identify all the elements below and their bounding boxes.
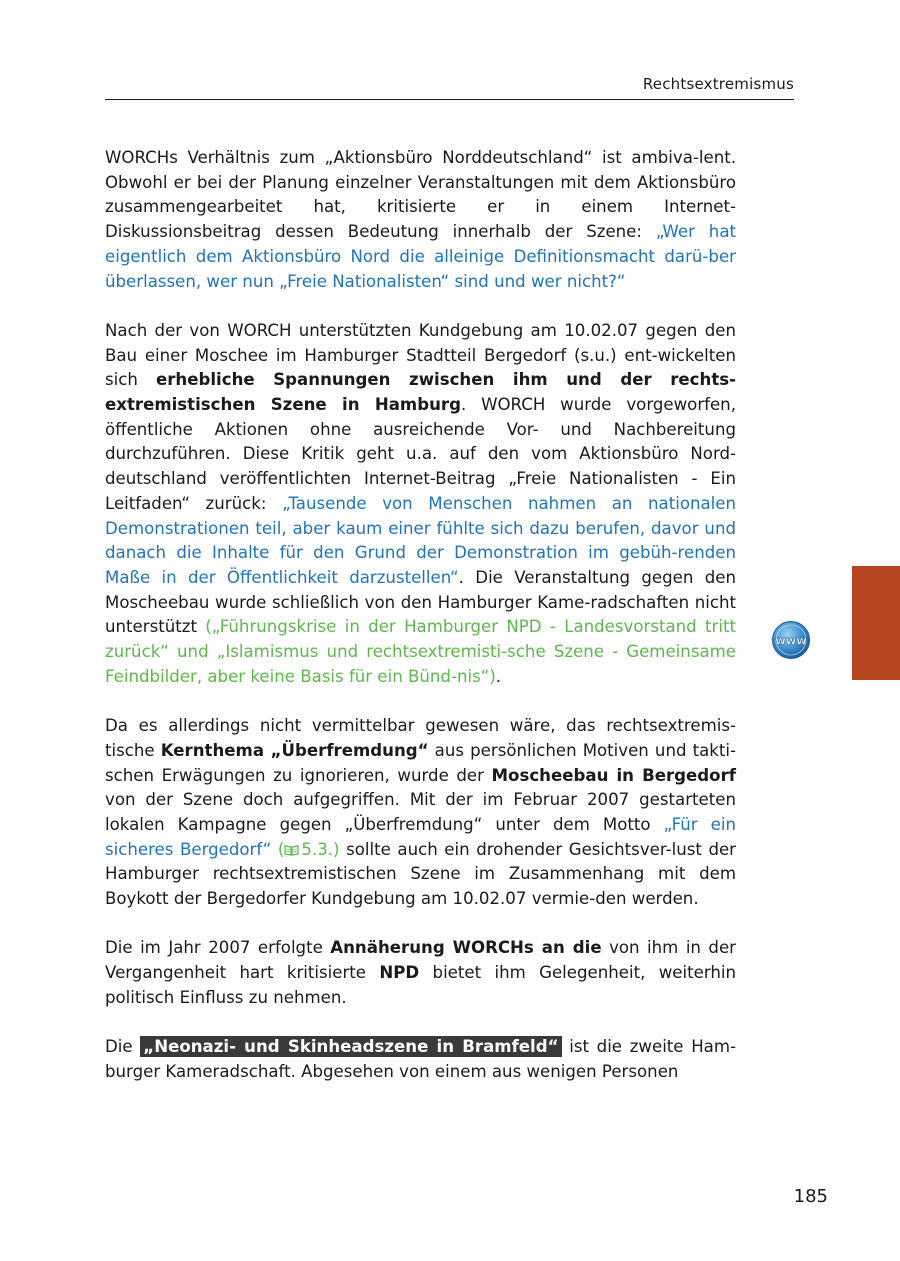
highlighted-term: „Neonazi- und Skinheadszene in Bramfeld“	[140, 1036, 561, 1057]
cross-reference-link[interactable]: („Führungskrise in der Hamburger NPD - Landesvorstand tritt zurück“ und „Islamismus und rechtsextremisti-sche Szene - Gemeinsame Feindbilder, aber keine Basis für ein Bünd-nis“)	[105, 617, 736, 686]
quote-text: „Wer hat eigentlich dem Aktionsbüro Nord die alleinige Definitionsmacht darü-ber überlassen, wer nun „Freie Nationalisten“ sind und wer nicht?“	[105, 222, 736, 291]
running-header: Rechtsextremismus	[642, 75, 794, 93]
emphasis: NPD	[379, 963, 420, 983]
text: Die im Jahr 2007 erfolgte	[105, 938, 331, 958]
paragraph-1	[105, 146, 736, 294]
quote-text: „Tausende von Menschen nahmen an nationalen Demonstrationen teil, aber kaum einer fühlte sich dazu berufen, davor und danach die Inhalte für den Grund der Demonstration im gebüh-renden Maße in der Öffentlichkeit darzustellen“	[105, 493, 736, 587]
www-label: www	[775, 633, 807, 648]
text: Die	[105, 1037, 141, 1057]
emphasis: Kernthema „Überfremdung“	[160, 740, 429, 760]
emphasis: Moscheebau in Bergedorf	[491, 765, 736, 785]
text: . WORCH wurde vorgeworfen, öffentliche Aktionen ohne ausreichende Vor- und Nachbereitung durchzuführen. Diese Kritik geht u.a. auf den vom Aktionsbüro Nord-deutschland veröffentlichten Internet-Beitrag „Freie Nationalisten - Ein Leitfaden“ zurück:	[105, 395, 736, 513]
text	[271, 840, 278, 859]
quote-text: „Für ein sicheres Bergedorf“	[105, 814, 736, 859]
paragraph-5	[105, 1035, 736, 1084]
text: Da es allerdings nicht vermittelbar gewesen wäre, das rechtsextremis-tische	[105, 716, 736, 760]
book-icon	[284, 844, 299, 856]
text: von der Szene doch aufgegriffen. Mit der im Februar 2007 gestarteten lokalen Kampagne gegen „Überfremdung“ unter dem Motto	[105, 790, 736, 834]
text: aus persönlichen Motiven und takti-schen Erwägungen zu ignorieren, wurde der	[105, 740, 736, 785]
text: sollte auch ein drohender Gesichtsver-lust der Hamburger rechtsextremistischen Szene im Zusammenhang mit dem Boykott der Bergedorfer Kundgebung am 10.02.07 vermie-den werden.	[105, 839, 737, 909]
paragraph-2	[105, 319, 736, 690]
emphasis: Annäherung WORCHs an die	[330, 938, 602, 958]
text: WORCHs Verhältnis zum „Aktionsbüro Norddeutschland“ ist ambiva-lent. Obwohl er bei der Planung einzelner Veranstaltungen mit dem Aktionsbüro zusammengearbeitet hat, kritisierte er in einem Internet-Diskussionsbeitrag dessen Bedeutung innerhalb der Szene:	[105, 148, 736, 242]
header-rule	[105, 99, 794, 100]
emphasis: erhebliche Spannungen zwischen ihm und der rechts-extremistischen Szene in Hamburg	[105, 370, 737, 415]
text: .	[495, 666, 502, 686]
text: . Die Veranstaltung gegen den Moscheebau wurde schließlich von den Hamburger Kame-radschaften nicht unterstützt	[105, 567, 736, 637]
paragraph-3	[105, 714, 736, 912]
chapter-side-tab	[852, 566, 900, 680]
text: ist die zweite Ham-burger Kameradschaft. Abgesehen von einem aus wenigen Personen	[105, 1037, 737, 1081]
text: bietet ihm Gelegenheit, weiterhin politisch Einfluss zu nehmen.	[105, 963, 736, 1007]
ref-number: 5.3.)	[301, 839, 340, 859]
text: von ihm in der Vergangenheit hart kritisierte	[105, 938, 736, 983]
paragraph-4	[105, 936, 736, 1010]
page-number: 185	[793, 1186, 828, 1207]
page-content	[105, 146, 736, 1109]
chapter-reference-link[interactable]	[278, 840, 340, 859]
ref-paren: (	[277, 839, 285, 859]
text: Nach der von WORCH unterstützten Kundgebung am 10.02.07 gegen den Bau einer Moschee im Hamburger Stadtteil Bergedorf (s.u.) ent-wickelten sich	[105, 320, 736, 390]
www-globe-icon[interactable]	[771, 620, 811, 660]
